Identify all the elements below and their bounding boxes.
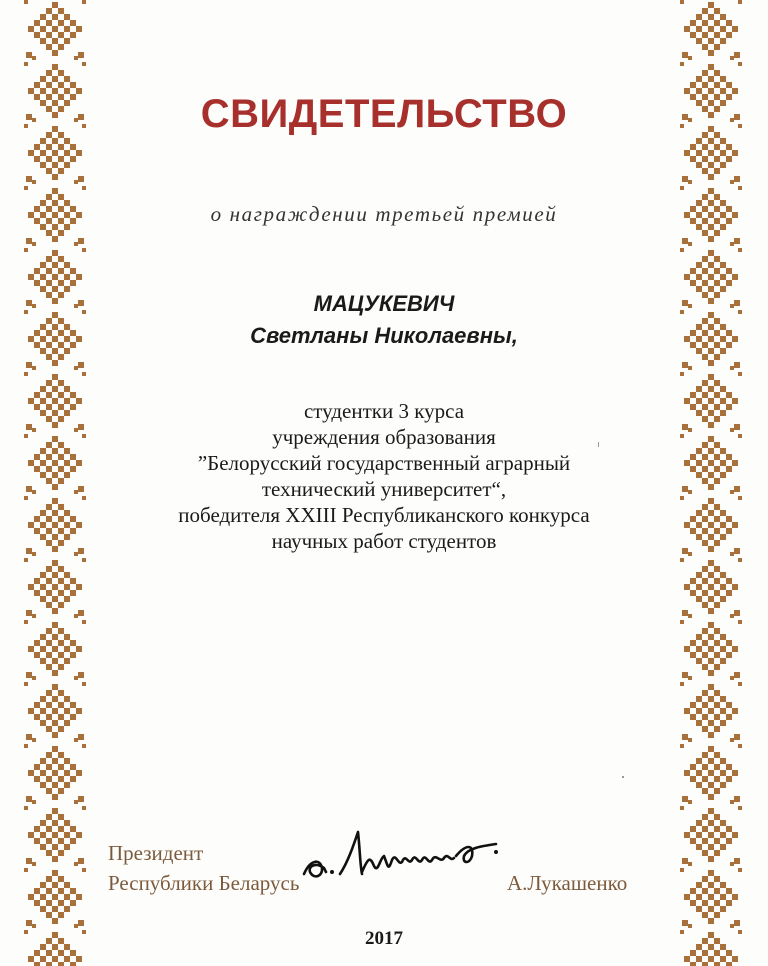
handwritten-signature-icon [296, 822, 506, 892]
paper-speck [598, 442, 599, 447]
signatory-position-line1: Президент [108, 841, 204, 865]
award-subtitle: о награждении третьей премией [210, 202, 558, 226]
signatory-position-line2: Республики Беларусь [108, 871, 300, 895]
certificate-body [0, 398, 768, 554]
recipient-surname: МАЦУКЕВИЧ [313, 291, 455, 316]
body-line: научных работ студентов [271, 529, 497, 553]
body-line: победителя XXIII Республиканского конкурса [178, 503, 590, 527]
certificate-title: СВИДЕТЕЛЬСТВО [200, 92, 568, 136]
recipient-given-names: Светланы Николаевны, [250, 323, 518, 348]
signatory-name: А.Лукашенко [507, 871, 628, 895]
signatory-position [108, 838, 299, 898]
certificate-year: 2017 [365, 928, 403, 949]
body-line: ”Белорусский государственный аграрный [197, 451, 571, 475]
body-line: технический университет“, [261, 477, 507, 501]
paper-speck [622, 776, 624, 778]
recipient-name [0, 288, 768, 352]
body-line: студентки 3 курса [303, 399, 465, 423]
body-line: учреждения образования [272, 425, 496, 449]
